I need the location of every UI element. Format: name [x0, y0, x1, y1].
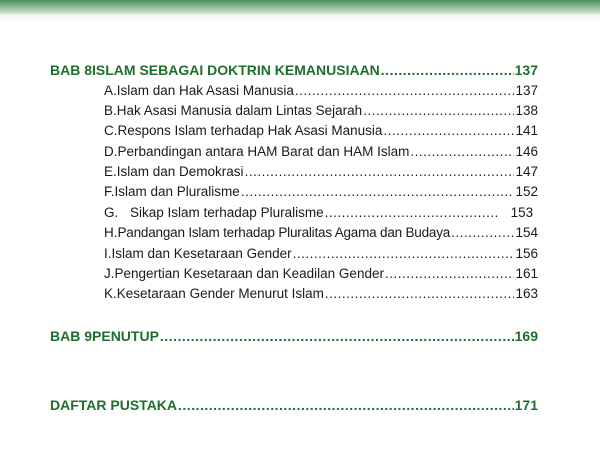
item-letter: F. [104, 184, 115, 199]
item-title: Islam dan Pluralisme [114, 184, 240, 199]
toc-item-j [104, 266, 538, 281]
item-page: 146 [515, 144, 538, 159]
dot-leader [178, 397, 514, 413]
item-letter: J. [104, 266, 115, 281]
chapter-page: 137 [514, 62, 538, 78]
chapter-number: BAB 8 [50, 62, 93, 78]
chapter-page: 169 [514, 328, 538, 344]
item-page: 141 [515, 123, 538, 138]
item-title: Perbandingan antara HAM Barat dan HAM Islam [117, 144, 410, 159]
item-title: Respons Islam terhadap Hak Asasi Manusia [117, 123, 383, 138]
toc-bibliography [50, 397, 538, 413]
item-letter: A. [104, 83, 117, 98]
item-title: Islam dan Kesetaraan Gender [111, 246, 292, 261]
dot-leader [381, 62, 514, 78]
dot-leader [325, 286, 515, 301]
dot-leader [160, 328, 514, 344]
item-page: 152 [515, 184, 538, 199]
item-letter: C. [104, 123, 118, 138]
toc-item-d [104, 144, 538, 159]
item-page: 161 [515, 266, 538, 281]
bibliography-page: 171 [514, 397, 538, 413]
item-title: Pandangan Islam terhadap Pluralitas Agama dan Budaya [117, 225, 451, 240]
dot-leader [385, 266, 515, 281]
item-page: 154 [515, 225, 538, 240]
toc-item-b [104, 103, 538, 118]
dot-leader [241, 184, 515, 199]
toc-item-c [104, 123, 538, 138]
item-page: 153 [510, 205, 534, 220]
item-title: Hak Asasi Manusia dalam Lintas Sejarah [116, 103, 363, 118]
toc-item-i [104, 246, 538, 261]
toc-item-h [104, 225, 538, 240]
toc-chapter-8 [50, 62, 538, 78]
dot-leader [363, 103, 514, 118]
toc-item-g [104, 205, 538, 220]
item-letter: G. [104, 205, 119, 220]
dot-leader [245, 164, 515, 179]
item-page: 163 [515, 286, 538, 301]
item-page: 137 [515, 83, 538, 98]
item-letter: I. [104, 246, 112, 261]
item-title: Islam dan Demokrasi [116, 164, 244, 179]
dot-leader [410, 144, 514, 159]
item-title: Pengertian Kesetaraan dan Keadilan Gender [114, 266, 384, 281]
item-title: Islam dan Hak Asasi Manusia [116, 83, 294, 98]
top-fade [0, 14, 600, 24]
bibliography-title: DAFTAR PUSTAKA [50, 397, 178, 413]
item-letter: K. [104, 286, 117, 301]
item-page: 138 [515, 103, 538, 118]
item-title: Kesetaraan Gender Menurut Islam [116, 286, 324, 301]
dot-leader [383, 123, 514, 138]
chapter-number: BAB 9 [50, 328, 93, 344]
toc-item-k [104, 286, 538, 301]
top-decorative-band [0, 0, 600, 14]
item-page: 147 [515, 164, 538, 179]
item-page: 156 [515, 246, 538, 261]
toc-item-f [104, 184, 538, 199]
chapter-title: PENUTUP [92, 328, 159, 344]
item-letter: D. [104, 144, 118, 159]
toc-chapter-9 [50, 328, 538, 344]
chapter-title: ISLAM SEBAGAI DOKTRIN KEMANUSIAAN [92, 62, 380, 78]
toc-item-e [104, 164, 538, 179]
item-letter: B. [104, 103, 117, 118]
dot-leader [295, 83, 515, 98]
item-letter: H. [104, 225, 118, 240]
toc-item-a [104, 83, 538, 98]
dot-leader [325, 205, 497, 220]
item-letter: E. [104, 164, 117, 179]
dot-leader [293, 246, 515, 261]
dot-leader [451, 225, 514, 240]
item-title: Sikap Islam terhadap Pluralisme [130, 205, 324, 220]
